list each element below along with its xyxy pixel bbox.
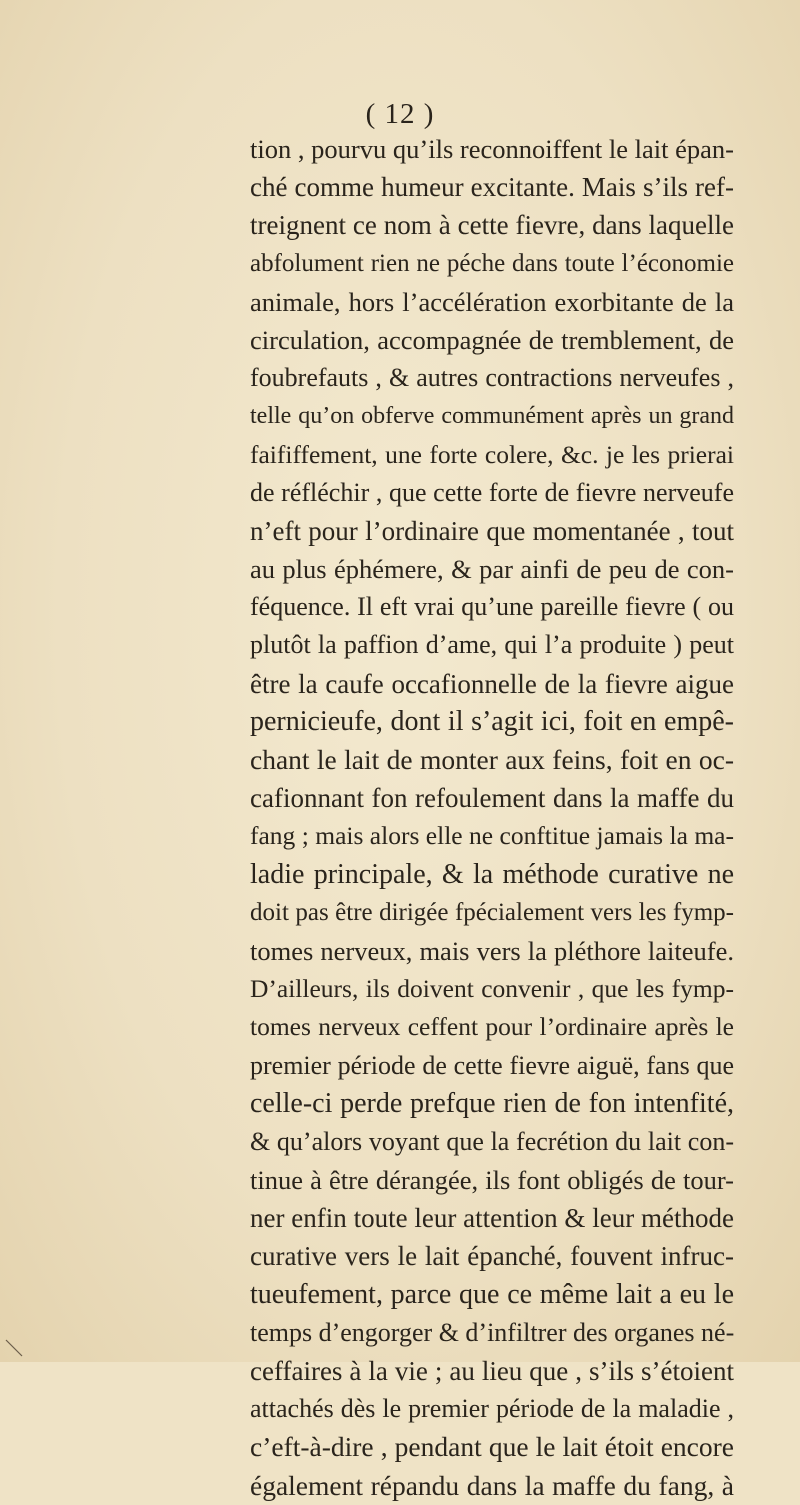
text-line: plutôt la paffion d’ame, qui l’a produite ) peut bbox=[250, 630, 734, 660]
text-line: fang ; mais alors elle ne conftitue jamais la ma- bbox=[250, 821, 734, 851]
text-line: cafionnant fon refoulement dans la maffe du bbox=[250, 783, 734, 814]
text-line: tomes nerveux ceffent pour l’ordinaire après le bbox=[250, 1012, 734, 1042]
text-line: ladie principale, & la méthode curative ne bbox=[250, 858, 734, 890]
text-line: faififfement, une forte colere, &c. je les prierai bbox=[250, 439, 734, 469]
text-line: au plus éphémere, & par ainfi de peu de con- bbox=[250, 554, 734, 585]
text-line: être la caufe occafionnelle de la fievre aigue bbox=[250, 668, 734, 699]
text-line: attachés dès le premier période de la maladie , bbox=[250, 1394, 734, 1424]
text-line: pernicieufe, dont il s’agit ici, foit en empê- bbox=[250, 705, 734, 737]
text-line: telle qu’on obferve communément après un grand bbox=[250, 403, 734, 430]
text-line: D’ailleurs, ils doivent convenir , que les fymp- bbox=[250, 974, 734, 1004]
text-line: tomes nerveux, mais vers la pléthore laiteufe. bbox=[250, 935, 734, 966]
text-line: & qu’alors voyant que la fecrétion du lait con- bbox=[250, 1126, 734, 1156]
body-text bbox=[250, 130, 734, 1505]
text-line: foubrefauts , & autres contractions nerveufes , bbox=[250, 363, 734, 393]
text-line: chant le lait de monter aux feins, foit en oc- bbox=[250, 744, 734, 775]
text-line: ceffaires à la vie ; au lieu que , s’ils s’étoient bbox=[250, 1356, 734, 1386]
text-line: de réfléchir , que cette forte de fievre nerveufe bbox=[250, 477, 734, 507]
text-line: temps d’engorger & d’infiltrer des organes né- bbox=[250, 1317, 735, 1347]
text-line: également répandu dans la maffe du fang, à bbox=[250, 1469, 734, 1501]
text-line: abfolument rien ne péche dans toute l’économie bbox=[250, 249, 734, 277]
text-line: animale, hors l’accélération exorbitante de la bbox=[250, 286, 734, 317]
text-line: curative vers le lait épanché, fouvent infruc- bbox=[250, 1241, 734, 1272]
text-line: c’eft-à-dire , pendant que le lait étoit encore bbox=[250, 1431, 734, 1463]
text-line: tueufement, parce que ce même lait a eu le bbox=[250, 1278, 734, 1310]
text-line: tinue à être dérangée, ils font obligés de tour- bbox=[250, 1165, 734, 1196]
text-line: n’eft pour l’ordinaire que momentanée , tout bbox=[250, 515, 734, 546]
corner-mark-icon bbox=[4, 1338, 24, 1358]
text-line: circulation, accompagnée de tremblement, de bbox=[250, 324, 734, 355]
text-line: féquence. Il eft vrai qu’une pareille fievre ( ou bbox=[250, 592, 734, 622]
page-number: ( 12 ) bbox=[365, 98, 435, 130]
text-line: treignent ce nom à cette fievre, dans laquelle bbox=[250, 210, 734, 241]
text-line: premier période de cette fievre aiguë, fans que bbox=[250, 1050, 734, 1080]
text-line: ché comme humeur excitante. Mais s’ils ref- bbox=[250, 172, 734, 203]
text-line: doit pas être dirigée fpécialement vers les fymp- bbox=[250, 898, 734, 926]
text-line: tion , pourvu qu’ils reconnoiffent le lait épan- bbox=[250, 134, 734, 164]
text-line: celle-ci perde prefque rien de fon intenfité, bbox=[250, 1087, 734, 1119]
text-line: ner enfin toute leur attention & leur méthode bbox=[250, 1203, 734, 1234]
